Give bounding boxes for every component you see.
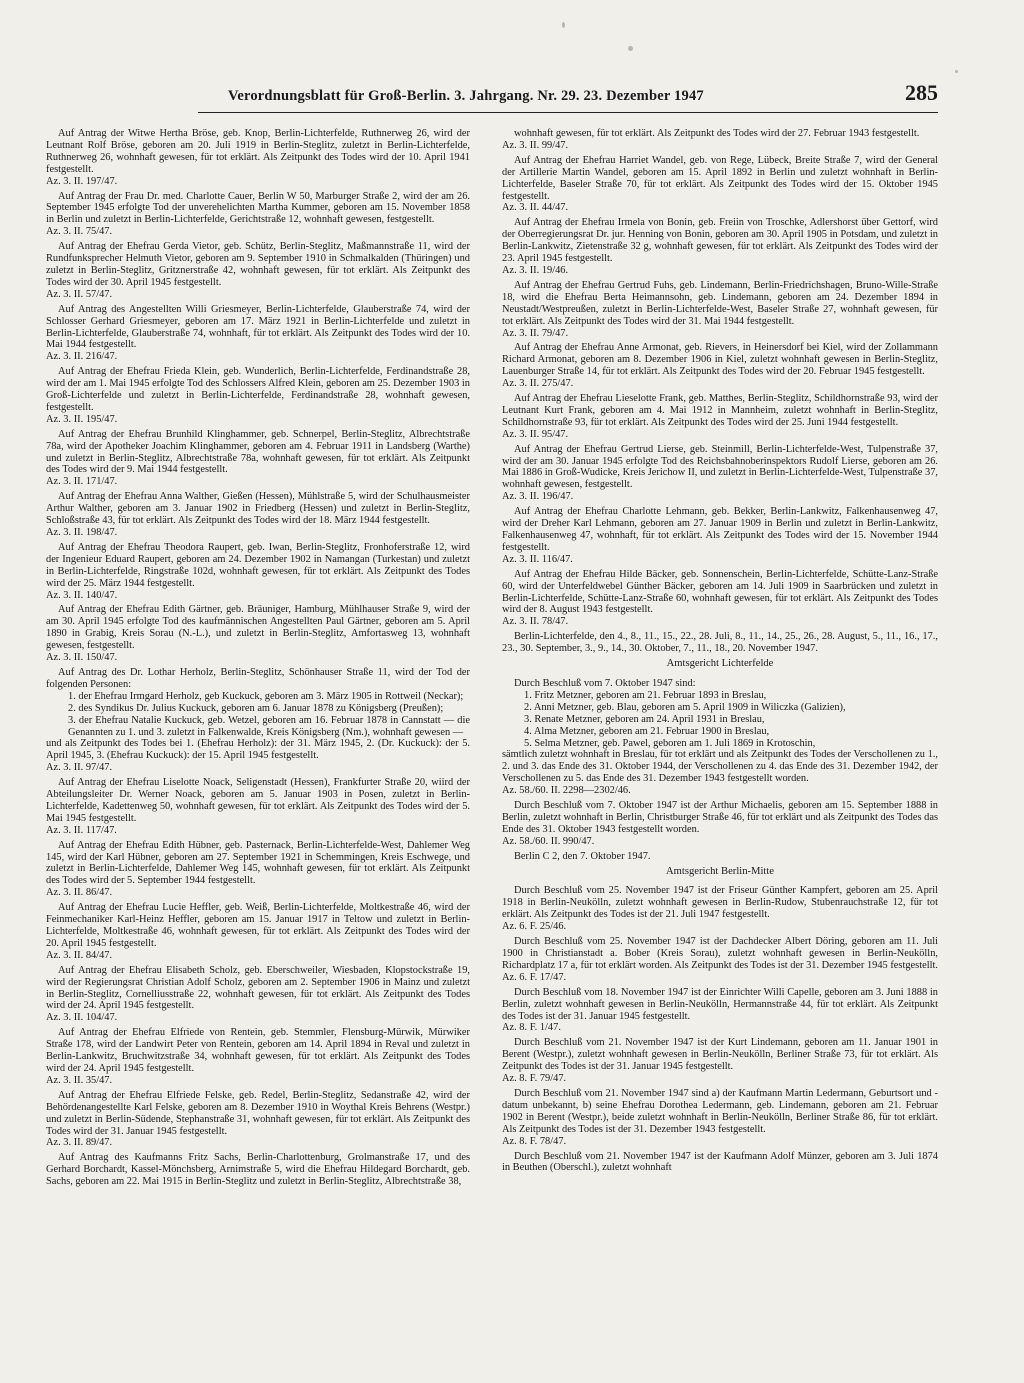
herholz-person: 3. der Ehefrau Natalie Kuckuck, geb. Wetzel, geboren am 16. Februar 1878 in Cannstatt — die Genannten zu 1. und 3. zuletzt in Falkenwalde, Kreis Königsberg (Nm.), wohnhaft gewesen — xyxy=(68,714,470,738)
mitte-entry-az: Az. 8. F. 78/47. xyxy=(502,1135,567,1147)
declaration-entry-az: Az. 3. II. 117/47. xyxy=(46,824,117,836)
declaration-entry-az: Az. 3. II. 216/47. xyxy=(46,351,118,363)
declaration-entry xyxy=(46,366,470,426)
left-column xyxy=(46,128,470,1378)
declaration-entry-az: Az. 3. II. 198/47. xyxy=(46,527,118,538)
declaration-entry xyxy=(46,965,470,1025)
mitte-entry-az: Az. 6. F. 25/46. xyxy=(502,921,567,933)
declaration-entry-text: Auf Antrag der Ehefrau Theodora Raupert, geb. Iwan, Berlin-Steglitz, Fronhoferstraße 12, wird der Ingenieur Eduard Raupert, geboren am 24. Dezember 1902 in Namangan (Turkestan) und zuletzt in Berlin-Lichterfelde, Ringstraße 102d, wohnhaft gewesen, für tot erklärt. Als Zeitpunkt des Todes wird der 25. März 1944 festgestellt. xyxy=(46,541,470,589)
declaration-entry-text: Auf Antrag der Ehefrau Gertrud Lierse, geb. Steinmill, Berlin-Lichterfelde-West, Tulpenstraße 37, wird der am 30. Januar 1945 erfolgte Tod des Reichsbahnoberinspektors Rudolf Lierse, geboren am 26. Mai 1886 in Groß-Wudicke, Kreis Jerichow II, und zuletzt in Berlin-Lichterfelde-West, Tulpenstraße 37, wohnhaft gewesen, festgestellt. xyxy=(502,443,938,491)
declaration-entry xyxy=(502,155,938,215)
metzner-person: 5. Selma Metzner, geb. Pawel, geboren am 1. Juli 1869 in Krotoschin, xyxy=(524,737,816,749)
declaration-entry xyxy=(46,840,470,900)
declaration-entry xyxy=(502,393,938,441)
mitte-entry xyxy=(502,987,938,1035)
declaration-entry xyxy=(46,128,470,188)
declaration-entry xyxy=(46,241,470,301)
declaration-entry-text: Auf Antrag der Witwe Hertha Bröse, geb. Knop, Berlin-Lichterfelde, Ruthnerweg 26, wird der Leutnant Rolf Bröse, geboren am 20. Juli 1919 in Berlin-Steglitz, zuletzt in Berlin-Lichterfelde, Ruthnerweg 26, wohnhaft gewesen, für tot erklärt. Als Zeitpunkt des Todes wird der 10. April 1941 festgestellt. xyxy=(46,128,470,175)
declaration-entry xyxy=(46,902,470,962)
metzner-entry xyxy=(502,678,938,797)
declaration-entry-text: Auf Antrag der Ehefrau Elisabeth Scholz, geb. Eberschweiler, Wiesbaden, Klopstockstraße 19, wird der Regierungsrat Christian Adolf Scholz, geboren am 2. September 1906 in Mainz und zuletzt in Berlin-Steglitz, Cornelliusstraße 22, wohnhaft gewesen, für tot erklärt. Als Zeitpunkt des Todes wird der 24. April 1945 festgestellt. xyxy=(46,964,470,1012)
declaration-entry-text: Auf Antrag der Ehefrau Charlotte Lehmann, geb. Bekker, Berlin-Lankwitz, Falkenhausenweg 47, wird der Dreher Karl Lehmann, geboren am 27. Januar 1909 in Berlin und zuletzt in Berlin-Lankwitz, Falkenhausenweg 47, wohnhaft, für tot erklärt. Als Zeitpunkt des Todes wird der 15. November 1944 festgestellt. xyxy=(502,506,938,553)
declaration-entry-az: Az. 3. II. 84/47. xyxy=(46,949,113,961)
declaration-entry-text: Auf Antrag der Ehefrau Elfriede von Rentein, geb. Stemmler, Flensburg-Mürwik, Mürwiker Straße 178, wird der Landwirt Peter von Rentein, geboren am 14. April 1894 in Reval und zuletzt in Berlin-Lankwitz, Bruchwitzstraße 34, wohnhaft gewesen, für tot erklärt. Als Zeitpunkt des Todes wird der 24. April 1945 festgestellt. xyxy=(46,1027,470,1074)
scan-smudge xyxy=(955,70,958,73)
declaration-entry xyxy=(502,217,938,277)
declaration-entry-az: Az. 3. II. 275/47. xyxy=(502,378,574,390)
mitte-entry-az: Az. 6. F. 17/47. xyxy=(502,971,567,983)
declaration-entry-text: Auf Antrag der Ehefrau Liselotte Noack, Seligenstadt (Hessen), Frankfurter Straße 20, wiird der Abteilungsleiter Dr. Werner Noack, geboren am 5. Januar 1903 in Posen, zuletzt in Berlin-Lichterfelde, Kadettenweg 50, wohnhaft gewesen, für tot erklärt. Als Zeitpunkt des Todes wird der 5. Mai 1945 festgestellt. xyxy=(46,777,470,824)
declaration-entry-az: Az. 3. II. 86/47. xyxy=(46,887,113,899)
mitte-entry-az: Az. 8. F. 79/47. xyxy=(502,1073,567,1085)
michaelis-az: Az. 58./60. II. 990/47. xyxy=(502,835,595,847)
declaration-entry-text: Auf Antrag der Ehefrau Brunhild Klinghammer, geb. Schnerpel, Berlin-Steglitz, Albrechtstraße 78a, wird der Apotheker Joachim Klinghammer, geboren am 4. Februar 1911 in Landsberg (Warthe) und zuletzt in Berlin-Steglitz, Albrechtstraße 78a, wohnhaft gewesen, für tot erklärt. Als Zeitpunkt des Todes wird der 9. Mai 1944 festgestellt. xyxy=(46,428,470,476)
declaration-entry-az: Az. 3. II. 197/47. xyxy=(46,175,118,187)
declaration-entry-az: Az. 3. II. 104/47. xyxy=(46,1012,118,1024)
herholz-intro: Auf Antrag des Dr. Lothar Herholz, Berlin-Steglitz, Schönhauser Straße 11, wird der Tod der folgenden Personen: xyxy=(46,666,470,690)
mitte-entry xyxy=(502,1037,938,1085)
mitte-entry-az: Az. 8. F. 1/47. xyxy=(502,1022,561,1034)
metzner-person: 4. Alma Metzner, geboren am 21. Februar 1900 in Breslau, xyxy=(524,725,770,737)
declaration-entry xyxy=(46,191,470,239)
mitte-entry xyxy=(502,936,938,984)
declaration-entry-az: Az. 3. II. 89/47. xyxy=(46,1137,113,1149)
declaration-entry xyxy=(502,569,938,629)
declaration-entry xyxy=(502,342,938,390)
metzner-az: Az. 58./60. II. 2298—2302/46. xyxy=(502,785,631,797)
mitte-entry xyxy=(502,1088,938,1148)
mitte-entry-text: Durch Beschluß vom 25. November 1947 ist der Friseur Günther Kampfert, geboren am 25. April 1918 in Berlin-Neukölln, zuletzt wohnhaft gewesen in Berlin-Rudow, Stubenrauchstraße 12, für tot erklärt. Als Zeitpunkt des Todes ist der 21. Juli 1947 festgestellt. xyxy=(502,885,938,921)
declaration-entry-text: Auf Antrag des Kaufmanns Fritz Sachs, Berlin-Charlottenburg, Grolmanstraße 17, und des Gerhard Borchardt, Kassel-Mönchsberg, Arnimstraße 5, wird die Ehefrau Hildegard Borchardt, geb. Sachs, geboren am 22. Mai 1915 in Berlin-Steglitz und zuletzt in Berlin-Steglitz, Albrechtstraße 38, xyxy=(46,1152,470,1188)
declaration-entry-text: Auf Antrag der Ehefrau Harriet Wandel, geb. von Rege, Lübeck, Breite Straße 7, wird der General der Artillerie Martin Wandel, geboren am 15. April 1892 in Berlin und zuletzt wohnhaft in Berlin-Lichterfelde, Baseler Straße 70, für tot erklärt. Als Zeitpunkt des Todes wird der 15. Oktober 1945 festgestellt. xyxy=(502,154,938,202)
declaration-entry-text: Auf Antrag der Ehefrau Anne Armonat, geb. Rievers, in Heinersdorf bei Kiel, wird der Zollammann Richard Armonat, geboren am 8. Dezember 1906 in Kiel, zuletzt wohnhaft gewesen in Berlin-Steglitz, Lauenburger Straße 14, für tot erklärt. Als Zeitpunkt des Todes wird der 20. Februar 1945 festgestellt. xyxy=(502,342,938,378)
declaration-entry-text: Auf Antrag der Ehefrau Gerda Vietor, geb. Schütz, Berlin-Steglitz, Maßmannstraße 11, wird der Rundfunksprecher Helmuth Vietor, geboren am 9. September 1910 in Schmalkalden (Thüringen) und zuletzt in Berlin-Steglitz, Gritznerstraße 42, wohnhaft gewesen, für tot erklärt. Als Zeitpunkt des Todes wird der 30. April 1945 festgestellt. xyxy=(46,241,470,288)
page-header xyxy=(198,80,938,113)
declaration-entry-az: Az. 3. II. 196/47. xyxy=(502,491,574,503)
berlin-c2-date: Berlin C 2, den 7. Oktober 1947. xyxy=(514,850,651,862)
scan-smudge xyxy=(562,22,565,28)
mitte-entry-text: Durch Beschluß vom 21. November 1947 sind a) der Kaufmann Martin Ledermann, Geburtsort und -datum unbekannt, b) seine Ehefrau Dorothea Ledermann, geb. Lindemann, geboren am 21. Februar 1902 in Berent (Westpr.), beide zuletzt wohnhaft in Berlin-Neukölln, Berliner Straße 86, für tot erklärt. Als Zeitpunkt des Todes ist der 31. Dezember 1943 festgestellt. xyxy=(502,1087,938,1135)
declaration-entry xyxy=(46,604,470,664)
declaration-entry-text: Auf Antrag der Frau Dr. med. Charlotte Cauer, Berlin W 50, Marburger Straße 2, wird der am 26. September 1945 erfolgte Tod der unverehelichten Martha Kummer, geboren am 15. November 1858 in Berlin und zuletzt in Berlin-Lichterfelde, Gerichtstraße 12, wohnhaft gewesen, festgestellt. xyxy=(46,190,470,226)
declaration-entry-text: Auf Antrag der Ehefrau Gertrud Fuhs, geb. Lindemann, Berlin-Friedrichshagen, Bruno-Wille-Straße 18, wird die Ehefrau Berta Heimannsohn, geb. Lindemann, geboren am 24. Dezember 1894 in Neustadt/Westpreußen, zuletzt in Berlin-Lichterfelde-West, Baseler Straße 27, wohnhaft gewesen, für tot erklärt. Als Zeitpunkt des Todes wird der 31. Mai 1944 festgestellt. xyxy=(502,279,938,327)
declaration-entry xyxy=(46,1152,470,1188)
court-heading-lichterfelde: Amtsgericht Lichterfelde xyxy=(666,658,774,670)
mitte-entry xyxy=(502,1151,938,1175)
declaration-entry xyxy=(46,1027,470,1087)
mitte-entry-text: Durch Beschluß vom 21. November 1947 ist der Kurt Lindemann, geboren am 11. Januar 1901 in Berent (Westpr.), zuletzt wohnhaft gewesen in Berlin-Neukölln, Berliner Straße 73, für tot erklärt. Als Zeitpunkt des Todes ist der 31. Januar 1945 festgestellt. xyxy=(502,1037,938,1073)
metzner-person: 3. Renate Metzner, geboren am 24. April 1931 in Breslau, xyxy=(524,713,765,725)
herholz-tail: und als Zeitpunkt des Todes bei 1. (Ehefrau Herholz): der 31. März 1945, 2. (Dr. Kuckuck): der 5. April 1945, 3. (Ehefrau Kuckuck): der 15. April 1945 festgestellt. xyxy=(46,738,470,762)
declaration-entry-az: Az. 3. II. 150/47. xyxy=(46,652,118,664)
declaration-entry-az: Az. 3. II. 171/47. xyxy=(46,476,118,488)
herholz-person: 2. des Syndikus Dr. Julius Kuckuck, geboren am 6. Januar 1878 zu Königsberg (Preußen); xyxy=(68,702,444,714)
metzner-person-list xyxy=(524,690,938,750)
right-column xyxy=(502,128,938,1378)
michaelis-entry xyxy=(502,800,938,848)
lichterfelde-dates: Berlin-Lichterfelde, den 4., 8., 11., 15., 22., 28. Juli, 8., 11., 14., 25., 26., 28. August, 5., 11., 16., 17., 23., 30. September, 3., 9., 14., 30. Oktober, 7., 11., 18., 20. November 1947. xyxy=(502,631,938,655)
declaration-entry xyxy=(46,491,470,539)
court-heading-mitte: Amtsgericht Berlin-Mitte xyxy=(666,865,774,877)
declaration-entry xyxy=(502,444,938,504)
declaration-entry xyxy=(46,777,470,837)
mitte-entry xyxy=(502,885,938,933)
declaration-entry-text: Auf Antrag des Angestellten Willi Griesmeyer, Berlin-Lichterfelde, Glauberstraße 74, wird der Schlosser Gerhard Griesmeyer, geboren am 17. März 1921 in Berlin-Lichterfelde und zuletzt in Berlin-Lichterfelde, Glauberstraße 74, wohnhaft, für tot erklärt. Als Zeitpunkt des Todes wird der 10. Mai 1944 festgestellt. xyxy=(46,303,470,351)
declaration-entry-az: Az. 3. II. 44/47. xyxy=(502,202,569,214)
declaration-entry xyxy=(46,429,470,489)
declaration-entry-text: Auf Antrag der Ehefrau Elfriede Felske, geb. Redel, Berlin-Steglitz, Sedanstraße 42, wird der Behördenangestellte Karl Felske, geboren am 8. Dezember 1910 in Woythal Kreis Behrens (Westpr.) und zuletzt in Berlin-Südende, Stephanstraße 31, wohnhaft gewesen, für tot erklärt. Als Zeitpunkt des Todes wird der 31. Januar 1945 festgestellt. xyxy=(46,1089,470,1137)
declaration-entry-az: Az. 3. II. 78/47. xyxy=(502,616,569,628)
declaration-entry xyxy=(46,1090,470,1150)
michaelis-text: Durch Beschluß vom 7. Oktober 1947 ist der Arthur Michaelis, geboren am 15. September 1888 in Berlin, zuletzt wohnhaft in Berlin, Christburger Straße 46, für tot erklärt und als Zeitpunkt des Todes das Ende des 31. Oktober 1943 festgestellt worden. xyxy=(502,800,938,835)
declaration-entry xyxy=(502,280,938,340)
declaration-entry xyxy=(502,128,938,152)
declaration-entry-text: wohnhaft gewesen, für tot erklärt. Als Zeitpunkt des Todes wird der 27. Februar 1943 festgestellt. xyxy=(514,128,920,139)
mitte-entry-text: Durch Beschluß vom 21. November 1947 ist der Kaufmann Adolf Münzer, geboren am 3. Juli 1874 in Beuthen (Oberschl.), zuletzt wohnhaft xyxy=(502,1150,938,1174)
declaration-entry-az: Az. 3. II. 75/47. xyxy=(46,226,113,238)
declaration-entry-az: Az. 3. II. 116/47. xyxy=(502,553,573,565)
scan-smudge xyxy=(628,46,633,51)
declaration-entry xyxy=(46,304,470,364)
declaration-entry-az: Az. 3. II. 35/47. xyxy=(46,1074,113,1086)
header-title: Verordnungsblatt für Groß-Berlin. 3. Jahrgang. Nr. 29. 23. Dezember 1947 xyxy=(228,88,704,104)
herholz-person-list xyxy=(68,691,470,739)
mitte-entry-text: Durch Beschluß vom 18. November 1947 ist der Einrichter Willi Capelle, geboren am 3. Juni 1888 in Berlin, zuletzt wohnhaft gewesen in Berlin-Neukölln, Hermannstraße 44, für tot erklärt. Als Zeitpunkt des Todes ist der 31. Januar 1945 festgestellt. xyxy=(502,986,938,1022)
metzner-person: 1. Fritz Metzner, geboren am 21. Februar 1893 in Breslau, xyxy=(524,689,767,701)
declaration-entry xyxy=(502,506,938,566)
declaration-entry-text: Auf Antrag der Ehefrau Anna Walther, Gießen (Hessen), Mühlstraße 5, wird der Schulhausmeister Arthur Walther, geboren am 3. Januar 1902 in Friedberg (Hessen) und zuletzt in Berlin-Steglitz, Schloßstraße 43, für tot erklärt. Als Zeitpunkt des Todes wird der 18. März 1944 festgestellt. xyxy=(46,491,470,527)
declaration-entry-text: Auf Antrag der Ehefrau Edith Gärtner, geb. Bräuniger, Hamburg, Mühlhauser Straße 9, wird der am 30. April 1945 erfolgte Tod des kaufmännischen Angestellten Paul Gärtner, geboren am 5. April 1890 in Grabig, Kreis Sorau (N.-L.), und zuletzt in Berlin-Steglitz, Amfortasweg 13, wohnhaft gewesen, festgestellt. xyxy=(46,604,470,652)
declaration-entry-text: Auf Antrag der Ehefrau Frieda Klein, geb. Wunderlich, Berlin-Lichterfelde, Ferdinandstraße 28, wird der am 1. Mai 1945 erfolgte Tod des Schlossers Alfred Klein, geboren am 25. Dezember 1903 in Groß-Lichterfelde und zuletzt in Berlin-Lichterfelde, Ferdinandstraße 28, wohnhaft gewesen, festgestellt. xyxy=(46,366,470,413)
declaration-entry-az: Az. 3. II. 95/47. xyxy=(502,428,569,440)
metzner-intro: Durch Beschluß vom 7. Oktober 1947 sind: xyxy=(514,677,696,689)
declaration-entry-az: Az. 3. II. 99/47. xyxy=(502,139,569,151)
declaration-entry-az: Az. 3. II. 57/47. xyxy=(46,288,113,300)
declaration-entry-az: Az. 3. II. 195/47. xyxy=(46,413,118,425)
declaration-entry-az: Az. 3. II. 19/46. xyxy=(502,264,569,276)
declaration-entry-az: Az. 3. II. 140/47. xyxy=(46,589,118,601)
declaration-entry xyxy=(46,542,470,602)
declaration-entry-text: Auf Antrag der Ehefrau Irmela von Bonin, geb. Freiin von Troschke, Adlershorst über Gettorf, wird der Oberregierungsrat Dr. jur. Henning von Bonin, geboren am 30. April 1905 in Potsdam, und zuletzt in Berlin-Lankwitz, Zietenstraße 32 g, wohnhaft gewesen, für tot erklärt. Als Zeitpunkt des Todes wird der 23. April 1945 festgestellt. xyxy=(502,217,938,265)
page-number: 285 xyxy=(905,80,938,105)
herholz-entry xyxy=(46,667,470,774)
metzner-tail: sämtlich zuletzt wohnhaft in Breslau, für tot erklärt und als Zeitpunkt des Todes der Verschollenen zu 1., 2. und 3. das Ende des 31. Oktober 1944, der Verschollenen zu 4. das Ende des 31. Dezember 1942, der Verschollenen zu 5. das Ende des 31. Dezember 1943 festgestellt worden. xyxy=(502,749,938,785)
herholz-az: Az. 3. II. 97/47. xyxy=(46,762,113,774)
metzner-person: 2. Anni Metzner, geb. Blau, geboren am 5. April 1909 in Wiliczka (Galizien), xyxy=(524,701,846,713)
declaration-entry-az: Az. 3. II. 79/47. xyxy=(502,327,569,339)
herholz-person: 1. der Ehefrau Irmgard Herholz, geb Kuckuck, geboren am 3. März 1905 in Rottweil (Neckar); xyxy=(68,690,464,702)
mitte-entry-text: Durch Beschluß vom 25. November 1947 ist der Dachdecker Albert Döring, geboren am 11. Juli 1900 in Christianstadt a. Bober (Kreis Sorau), zuletzt wohnhaft gewesen in Berlin-Neukölln, Richardplatz 17 a, für tot erklärt worden. Als Zeitpunkt des Todes ist der 31. Dezember 1945 festgestellt. xyxy=(502,936,938,971)
declaration-entry-text: Auf Antrag der Ehefrau Hilde Bäcker, geb. Sonnenschein, Berlin-Lichterfelde, Schütte-Lanz-Straße 60, wird der Unterfeldwebel Günther Bäcker, geboren am 14. Juli 1909 in Saarbrücken und zuletzt in Berlin-Lichterfelde, Schütte-Lanz-Straße 60, wohnhaft gewesen, für tot erklärt. Als Zeitpunkt des Todes wird der 8. August 1943 festgestellt. xyxy=(502,568,938,616)
declaration-entry-text: Auf Antrag der Ehefrau Edith Hübner, geb. Pasternack, Berlin-Lichterfelde-West, Dahlemer Weg 145, wird der Karl Hübner, geboren am 27. September 1921 in Schemmingen, Kreis Eschwege, und zuletzt in Berlin-Lichterfelde, Dahlemer Weg 145, wohnhaft gewesen, für tot erklärt. Als Zeitpunkt des Todes wird der 5. September 1944 festgestellt. xyxy=(46,839,470,887)
declaration-entry-text: Auf Antrag der Ehefrau Lieselotte Frank, geb. Matthes, Berlin-Steglitz, Schildhornstraße 93, wird der Leutnant Kurt Frank, geboren am 4. Mai 1912 in Mannheim, zuletzt wohnhaft in Berlin-Steglitz, Schildhornstraße 93, für tot erklärt. Als Zeitpunkt des Todes wird der 25. Juni 1944 festgestellt. xyxy=(502,393,938,428)
declaration-entry-text: Auf Antrag der Ehefrau Lucie Heffler, geb. Weiß, Berlin-Lichterfelde, Moltkestraße 46, wird der Feinmechaniker Karl-Heinz Heffler, geboren am 15. Januar 1917 in Teltow und zuletzt in Berlin-Lichterfelde, Moltkestraße 46, wohnhaft gewesen, für tot erklärt. Als Zeitpunkt des Todes wird der 20. April 1945 festgestellt. xyxy=(46,902,470,949)
